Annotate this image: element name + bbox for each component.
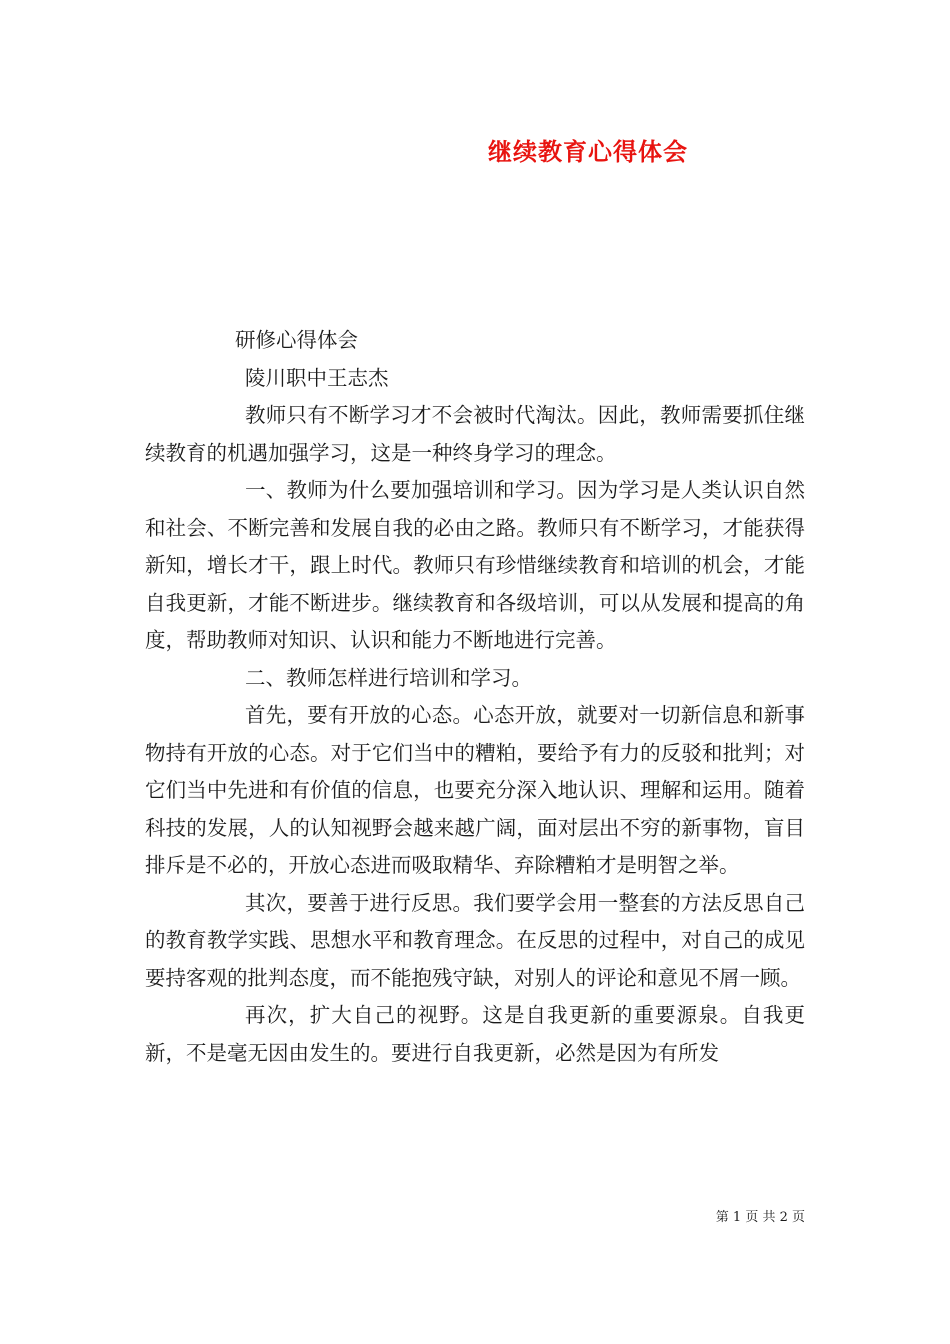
paragraph-second-point: 其次，要善于进行反思。我们要学会用一整套的方法反思自己的教育教学实践、思想水平和教育理念。在反思的过程中，对自己的成见要持客观的批判态度，而不能抱残守缺，对别人的评论和意见不屑一顾。 xyxy=(145,890,805,990)
paragraph-third-point: 再次，扩大自己的视野。这是自我更新的重要源泉。自我更新，不是毫无因由发生的。要进行自我更新，必然是因为有所发 xyxy=(145,1003,805,1065)
page-number-footer: 第 1 页 共 2 页 xyxy=(715,1210,805,1225)
document-body xyxy=(145,322,805,1072)
paragraph-section-one: 一、教师为什么要加强培训和学习。因为学习是人类认识自然和社会、不断完善和发展自我的必由之路。教师只有不断学习，才能获得新知，增长才干，跟上时代。教师只有珍惜继续教育和培训的机会，才能自我更新，才能不断进步。继续教育和各级培训，可以从发展和提高的角度，帮助教师对知识、认识和能力不断地进行完善。 xyxy=(145,478,805,652)
paragraph-intro: 教师只有不断学习才不会被时代淘汰。因此，教师需要抓住继续教育的机遇加强学习，这是一种终身学习的理念。 xyxy=(145,403,805,465)
paragraph-section-two-heading: 二、教师怎样进行培训和学习。 xyxy=(245,665,532,690)
document-subtitle: 研修心得体会 xyxy=(235,328,358,352)
document-title: 继续教育心得体会 xyxy=(488,137,688,166)
document-author: 陵川职中王志杰 xyxy=(245,365,389,390)
paragraph-first-point: 首先，要有开放的心态。心态开放，就要对一切新信息和新事物持有开放的心态。对于它们当中的糟粕，要给予有力的反驳和批判；对它们当中先进和有价值的信息，也要充分深入地认识、理解和运用。随着科技的发展，人的认知视野会越来越广阔，面对层出不穷的新事物，盲目排斥是不必的，开放心态进而吸取精华、弃除糟粕才是明智之举。 xyxy=(145,703,805,877)
